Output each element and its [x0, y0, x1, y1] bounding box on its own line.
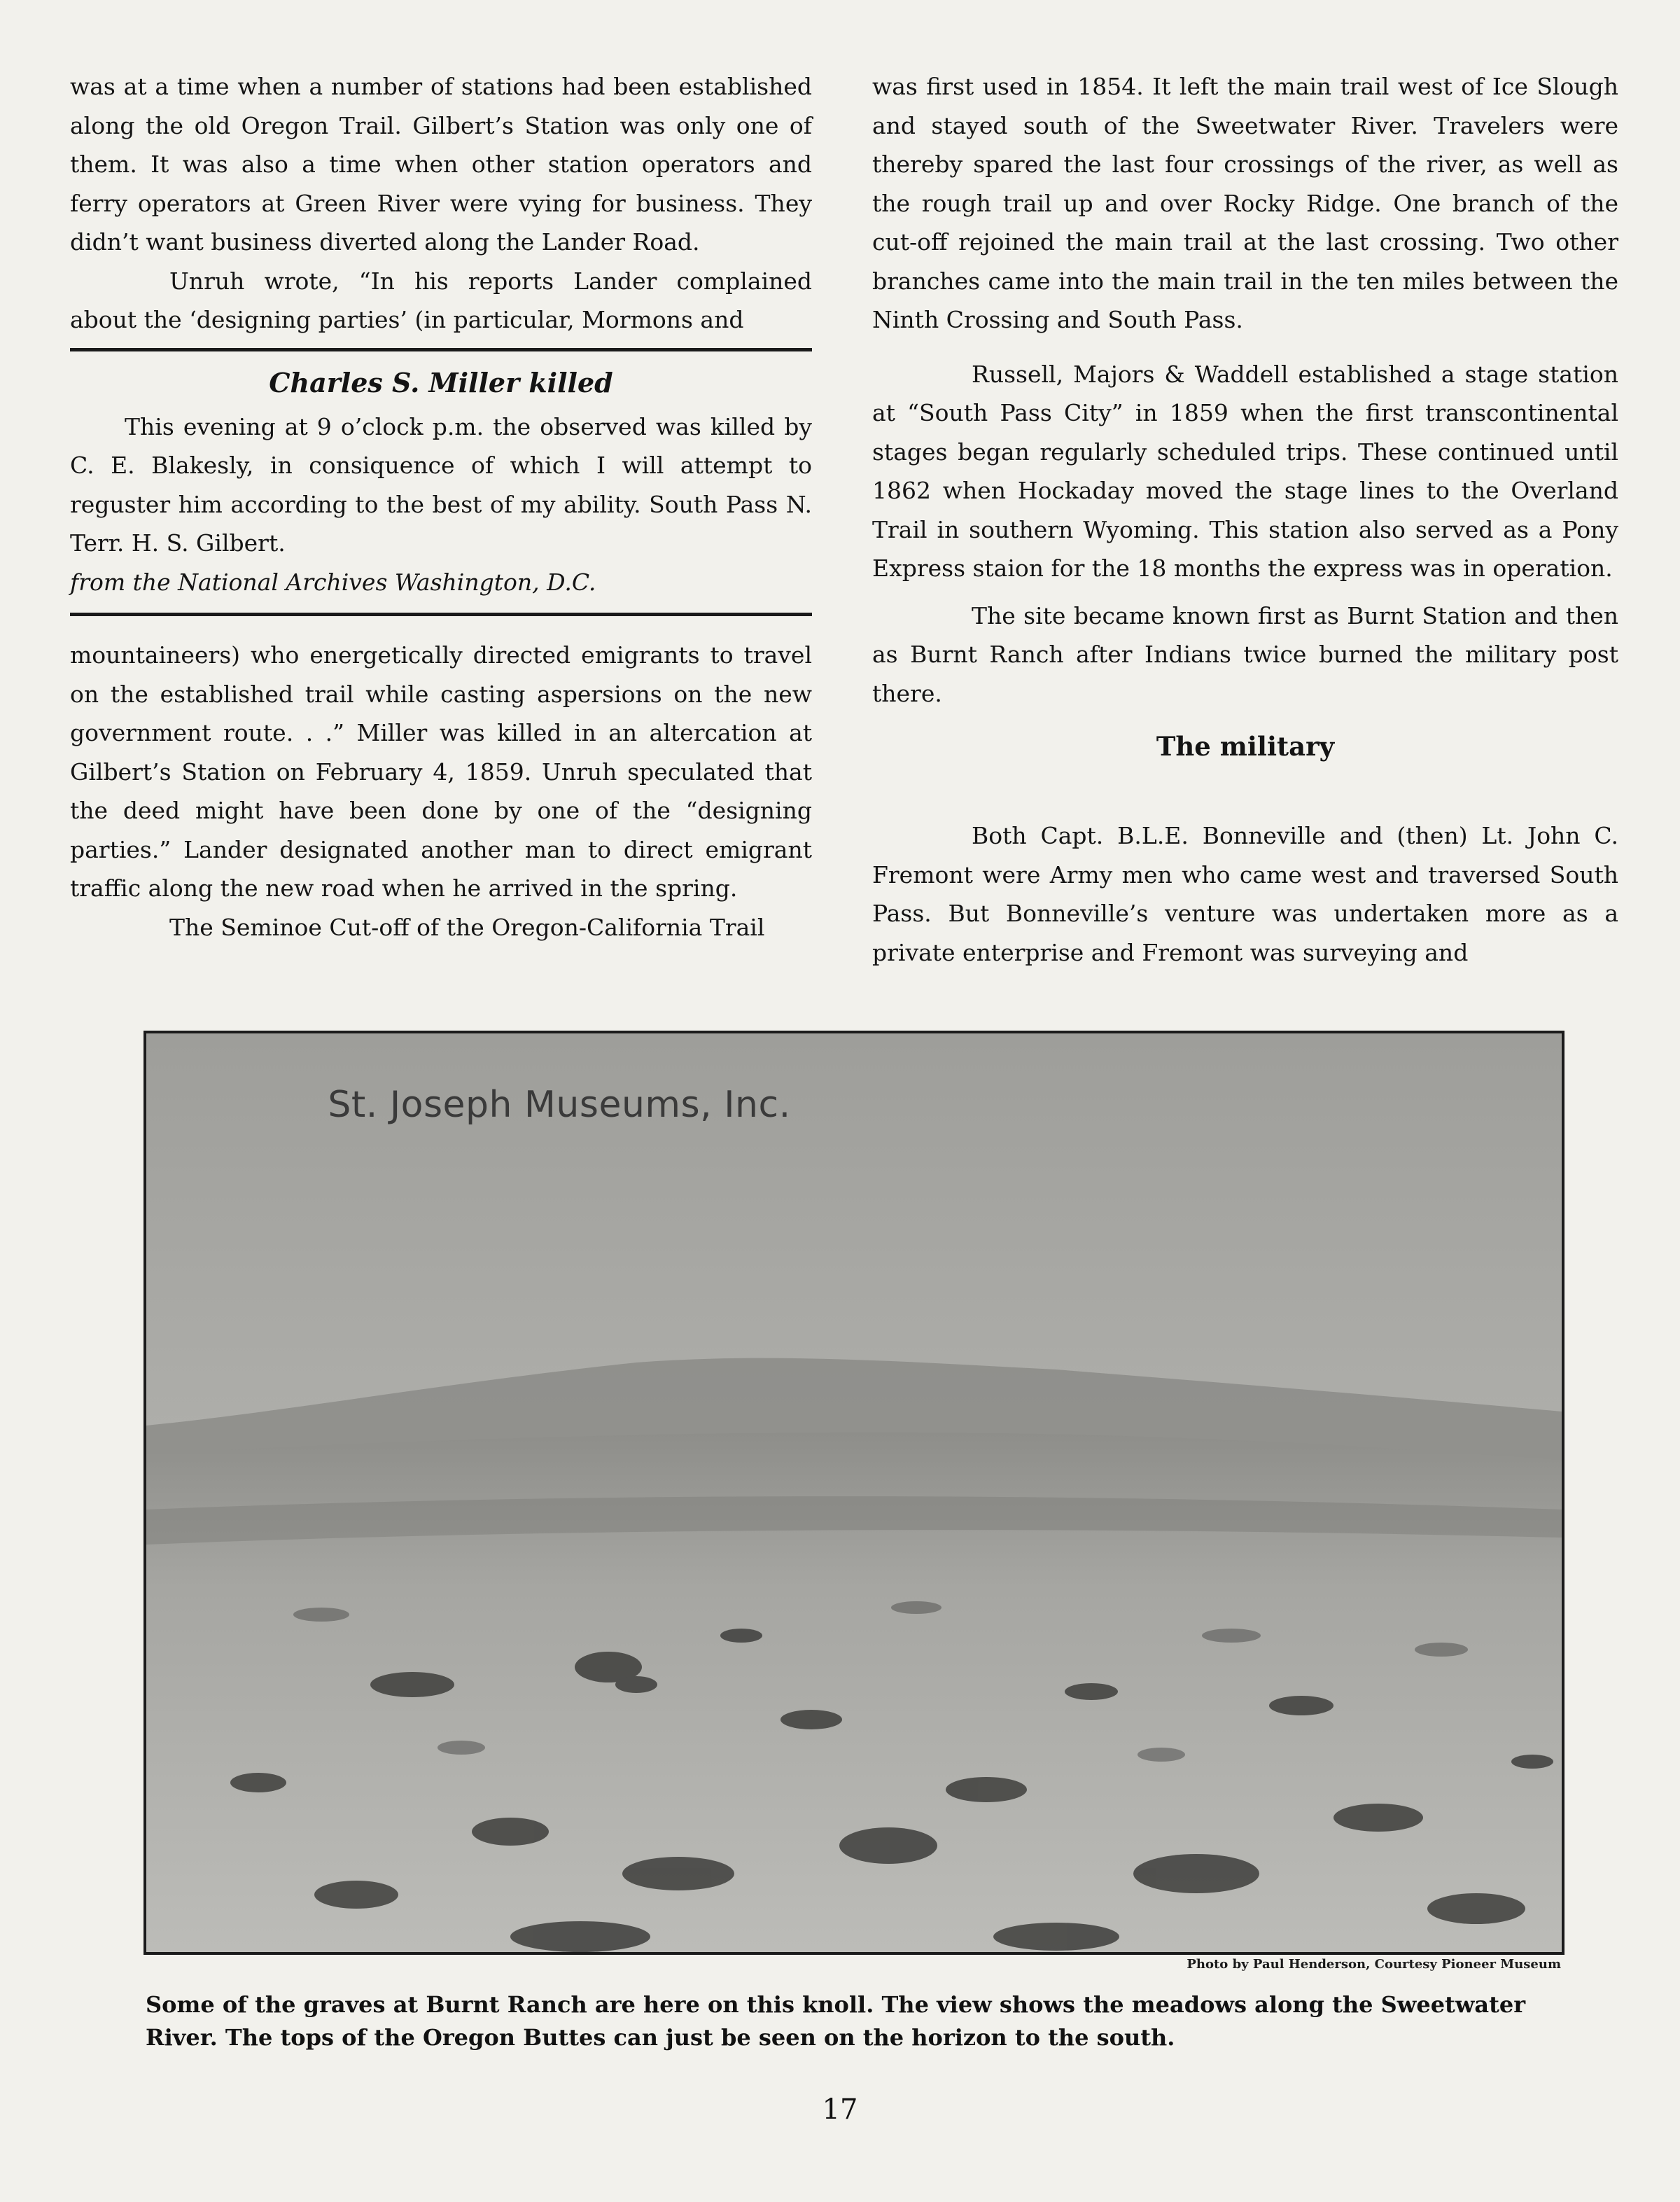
sidebar-box [70, 348, 812, 617]
sidebar-title: Charles S. Miller killed [269, 366, 613, 398]
right-column [872, 67, 1618, 972]
left-paragraph-2: Unruh wrote, “In his reports Lander complained about the ‘designing parties’ (in particular, Mormons and [70, 267, 812, 333]
left-paragraph-4: The Seminoe Cut-off of the Oregon-California Trail [169, 913, 765, 941]
sidebar-source: from the National Archives Washington, D.C. [70, 568, 596, 596]
right-paragraph-4: Both Capt. B.L.E. Bonneville and (then) Lt. John C. Fremont were Army men who came west and traversed South Pass. But Bonneville’s venture was undertaken more as a private enterprise and Fremont was surveying and [872, 822, 1618, 966]
left-column [70, 67, 812, 947]
right-paragraph-3: The site became known first as Burnt Station and then as Burnt Ranch after Indians twice burned the military post there. [872, 601, 1618, 707]
landscape-photo [144, 1031, 1564, 1955]
photo-credit: Photo by Paul Henderson, Courtesy Pioneer Museum [1186, 1957, 1561, 1972]
photo-image [146, 1033, 1562, 1952]
left-paragraph-1: was at a time when a number of stations had been established along the old Oregon Trail. Gilbert’s Station was only one of them. It was also a time when other station operators and ferry operators at Green River were vying for business. They didn’t want business diverted along the Lander Road. [70, 73, 812, 256]
photo-caption: Some of the graves at Burnt Ranch are here on this knoll. The view shows the meadows along the Sweetwater River. The tops of the Oregon Buttes can just be seen on the horizon to the south. [146, 1991, 1526, 2051]
page-number: 17 [822, 2093, 858, 2126]
right-paragraph-1: was first used in 1854. It left the main trail west of Ice Slough and stayed south of the Sweetwater River. Travelers were thereby spared the last four crossings of the river, as well as the rough trail up and over Rocky Ridge. One branch of the cut-off rejoined the main trail at the last crossing. Two other branches came into the main trail in the ten miles between the Ninth Crossing and South Pass. [872, 73, 1618, 333]
left-paragraph-3: mountaineers) who energetically directed emigrants to travel on the established trail while casting aspersions on the new government route. . .” Miller was killed in an altercation at Gilbert’s Station on February 4, 1859. Unruh speculated that the deed might have been done by one of the “designing parties.” Lander designated another man to direct emigrant traffic along the new road when he arrived in the spring. [70, 641, 812, 902]
watermark-text: St. Joseph Museums, Inc. [328, 1084, 791, 1126]
sidebar-body: This evening at 9 o’clock p.m. the observed was killed by C. E. Blakesly, in consiquence of which I will attempt to reguster him according to the best of my ability. South Pass N. Terr. H. S. Gilbert. [70, 412, 812, 557]
right-paragraph-2: Russell, Majors & Waddell established a stage station at “South Pass City” in 1859 when the first transcontinental stages began regularly scheduled trips. These continued until 1862 when Hockaday moved the stage lines to the Overland Trail in southern Wyoming. This station also served as a Pony Express staion for the 18 months the express was in operation. [872, 360, 1618, 582]
section-heading-military: The military [1156, 731, 1335, 762]
